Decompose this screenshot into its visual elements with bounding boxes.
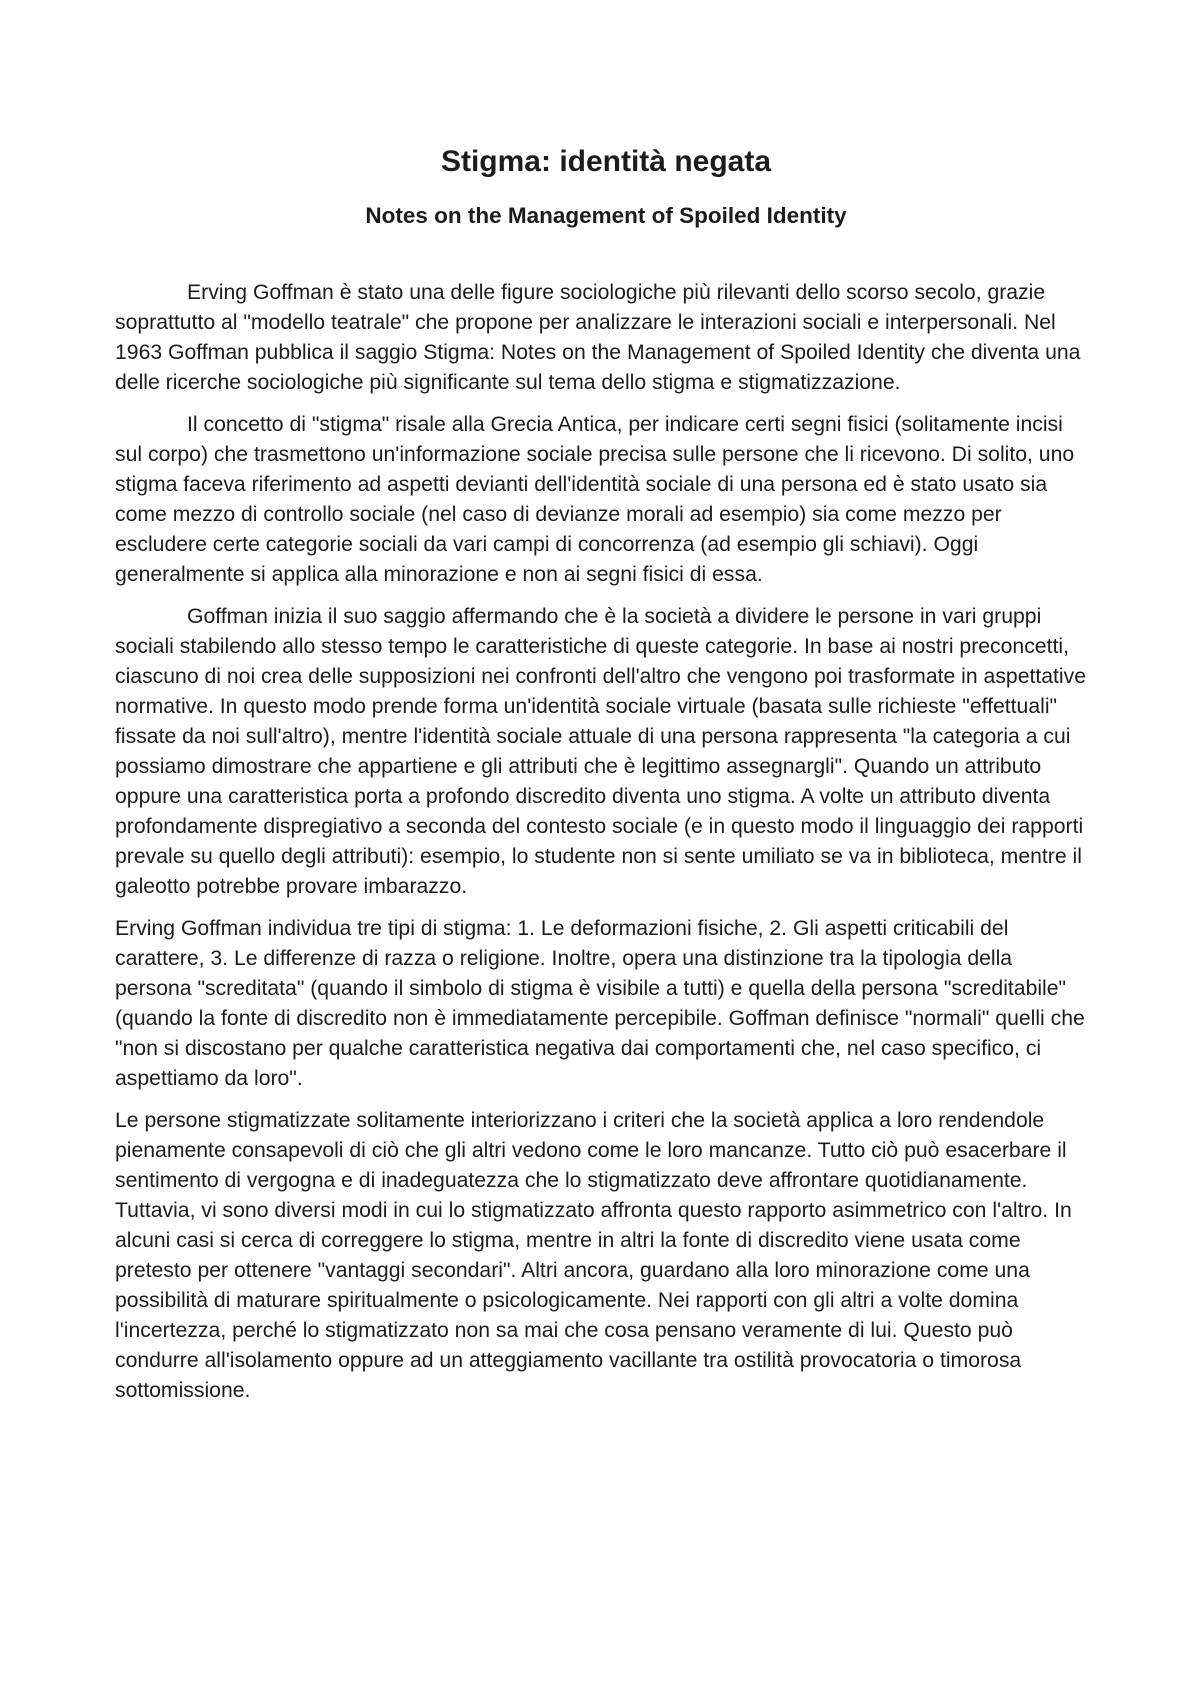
paragraph-intro: Erving Goffman è stato una delle figure sociologiche più rilevanti dello scorso secolo, grazie soprattutto al "modello teatrale" che propone per analizzare le interazioni sociali e interpersonali. Nel 1963 Goffman pubblica il saggio Stigma: Notes on the Management of Spoiled Identity che diventa una delle ricerche sociologiche più significante sul tema dello stigma e stigmatizzazione. <box>115 281 1081 394</box>
document-title: Stigma: identità negata <box>440 145 772 178</box>
paragraph-stigmatized-persons: Le persone stigmatizzate solitamente interiorizzano i criteri che la società applica a loro rendendole pienamente consapevoli di ciò che gli altri vedono come le loro mancanze. Tutto ciò può esacerbare il sentimento di vergogna e di inadeguatezza che lo stigmatizzato deve affrontare quotidianamente. Tuttavia, vi sono diversi modi in cui lo stigmatizzato affronta questo rapporto asimmetrico con l'altro. In alcuni casi si cerca di correggere lo stigma, mentre in altri la fonte di discredito viene usata come pretesto per ottenere "vantaggi secondari". Altri ancora, guardano alla loro minorazione come una possibilità di maturare spiritualmente o psicologicamente. Nei rapporti con gli altri a volte domina l'incertezza, perché lo stigmatizzato non sa mai che cosa pensano veramente di lui. Questo può condurre all'isolamento oppure ad un atteggiamento vacillante tra ostilità provocatoria o timorosa sottomissione. <box>115 1109 1072 1402</box>
paragraph-social-identity: Goffman inizia il suo saggio affermando che è la società a dividere le persone in vari gruppi sociali stabilendo allo stesso tempo le caratteristiche di queste categorie. In base ai nostri preconcetti, ciascuno di noi crea delle supposizioni nei confronti dell'altro che vengono poi trasformate in aspettative normative. In questo modo prende forma un'identità sociale virtuale (basata sulle richieste "effettuali" fissate da noi sull'altro), mentre l'identità sociale attuale di una persona rappresenta "la categoria a cui possiamo dimostrare che appartiene e gli attributi che è legittimo assegnargli". Quando un attributo oppure una caratteristica porta a profondo discredito diventa uno stigma. A volte un attributo diventa profondamente dispregiativo a seconda del contesto sociale (e in questo modo il linguaggio dei rapporti prevale su quello degli attributi): esempio, lo studente non si sente umiliato se va in biblioteca, mentre il galeotto potrebbe provare imbarazzo. <box>115 605 1087 898</box>
paragraph-stigma-origin: Il concetto di "stigma" risale alla Grecia Antica, per indicare certi segni fisici (solitamente incisi sul corpo) che trasmettono un'informazione sociale precisa sulle persone che li ricevono. Di solito, uno stigma faceva riferimento ad aspetti devianti dell'identità sociale di una persona ed è stato usato sia come mezzo di controllo sociale (nel caso di devianze morali ad esempio) sia come mezzo per escludere certe categorie sociali da vari campi di concorrenza (ad esempio gli schiavi). Oggi generalmente si applica alla minorazione e non ai segni fisici di essa. <box>115 413 1075 586</box>
paragraph-stigma-types: Erving Goffman individua tre tipi di stigma: 1. Le deformazioni fisiche, 2. Gli aspetti criticabili del carattere, 3. Le differenze di razza o religione. Inoltre, opera una distinzione tra la tipologia della persona "screditata" (quando il simbolo di stigma è visibile a tutti) e quella della persona "screditabile" (quando la fonte di discredito non è immediatamente percepibile. Goffman definisce "normali" quelli che "non si discostano per qualche caratteristica negativa dai comportamenti che, nel caso specifico, ci aspettiamo da loro". <box>115 917 1085 1090</box>
document-body <box>115 278 1090 1418</box>
document-subtitle: Notes on the Management of Spoiled Identity <box>365 203 847 228</box>
